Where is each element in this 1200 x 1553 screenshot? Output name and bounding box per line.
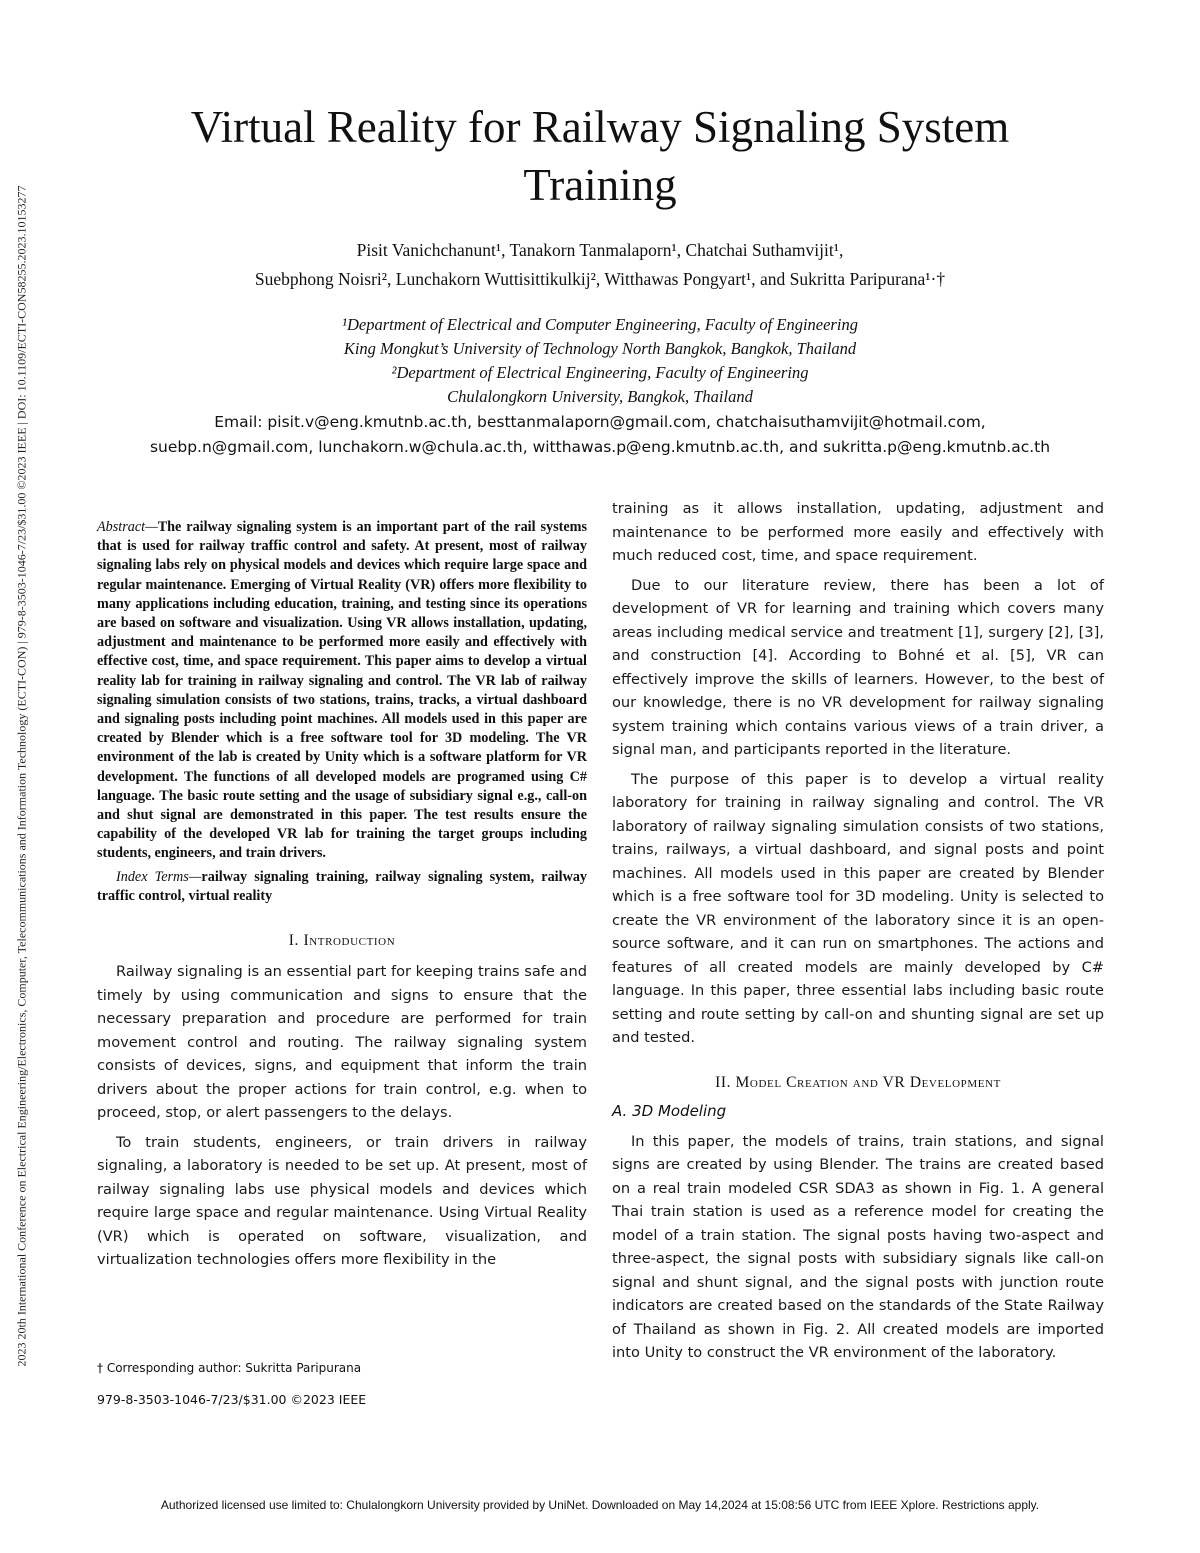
abstract: [97, 518, 587, 864]
author-line-1: Pisit Vanichchanunt¹, Tanakorn Tanmalaporn¹, Chatchai Suthamvijit¹,: [356, 240, 844, 260]
section-heading-introduction: I. Introduction: [288, 932, 396, 950]
license-notice: Authorized licensed use limited to: Chulalongkorn University provided by UniNet. Downloaded on May 14,2024 at 15:08:56 UTC from IEEE Xplore. Restrictions apply.: [160, 1498, 1040, 1512]
paper-title: Virtual Reality for Railway Signaling System Training: [190, 102, 1010, 210]
index-terms-lead: Index Terms—: [116, 868, 202, 885]
intro-paragraph-continued: training as it allows installation, updating, adjustment and maintenance to be performed more easily and effectively with much reduced cost, time, and space requirement.: [612, 500, 1104, 564]
intro-paragraph-1: Railway signaling is an essential part for keeping trains safe and timely by using communication and signs to ensure that the necessary preparation and procedure are performed for train movement control and routing. The railway signaling system consists of devices, signs, and equipment that inform the train drivers about the proper actions for train control, e.g. when to proceed, stop, or alert passengers to the delays.: [97, 963, 587, 1122]
author-list: [100, 236, 1100, 294]
email-line-1: Email: pisit.v@eng.kmutnb.ac.th, besttanmalaporn@gmail.com, chatchaisuthamvijit@hotmail.com,: [214, 413, 986, 431]
affiliation-line-2: King Mongkut’s University of Technology North Bangkok, Bangkok, Thailand: [343, 339, 857, 358]
subsection-heading-3d-modeling: A. 3D Modeling: [612, 1101, 727, 1120]
left-column: [97, 518, 587, 1272]
author-line-2: Suebphong Noisri², Lunchakorn Wuttisittikulkij², Witthawas Pongyart¹, and Sukritta Paripurana¹·†: [254, 269, 946, 289]
copyright-line: 979-8-3503-1046-7/23/$31.00 ©2023 IEEE: [97, 1392, 367, 1407]
email-line-2: suebp.n@gmail.com, lunchakorn.w@chula.ac.th, witthawas.p@eng.kmutnb.ac.th, and sukritta.p@eng.kmutnb.ac.th: [149, 438, 1051, 456]
section-heading-model-creation: II. Model Creation and VR Development: [715, 1073, 1001, 1091]
affiliation-line-3: ²Department of Electrical Engineering, Faculty of Engineering: [391, 363, 809, 382]
modeling-paragraph: In this paper, the models of trains, train stations, and signal signs are created by using Blender. The trains are created based on a real train modeled CSR SDA3 as shown in Fig. 1. A general Thai train station is used as a reference model for creating the model of a train station. The signal posts having two-aspect and three-aspect, the signal posts with subsidiary signals like call-on signal and shunt signal, and the signal posts with junction route indicators are created based on the standards of the State Railway of Thailand as shown in Fig. 2. All created models are imported into Unity to construct the VR environment of the laboratory.: [612, 1132, 1104, 1361]
doi-side-note-text: 2023 20th International Conference on Electrical Engineering/Electronics, Computer, Telecommunications and Information Technology (ECTI-CON) | 979-8-3503-1046-7/23/$31.00 ©2023 IEEE | DOI: 10.1109/ECTI-CON58255.2023.10153277: [14, 185, 29, 1367]
index-terms-text: railway signaling training, railway signaling system, railway traffic control, virtual reality: [97, 868, 588, 904]
index-terms: [97, 868, 587, 906]
intro-paragraph-2: To train students, engineers, or train drivers in railway signaling, a laboratory is needed to be set up. At present, most of railway signaling labs use physical models and devices which require large space and regular maintenance. Using Virtual Reality (VR) which is operated on software, visualization, and virtualization technologies offers more flexibility in the: [97, 1133, 587, 1269]
abstract-lead: Abstract—: [97, 519, 158, 535]
right-column: [612, 497, 1104, 1365]
affiliation-line-4: Chulalongkorn University, Bangkok, Thailand: [447, 387, 753, 406]
affiliations: [100, 313, 1100, 409]
intro-paragraph-3: Due to our literature review, there has been a lot of development of VR for learning and training which covers many areas including medical service and treatment [1], surgery [2], [3], and construction [4]. According to Bohné et al. [5], VR can effectively improve the skills of learners. However, to the best of our knowledge, there is no VR development for railway signaling system training which contains various views of a train driver, a signal man, and participants reported in the literature.: [612, 576, 1104, 758]
abstract-text: The railway signaling system is an important part of the rail systems that is used for railway traffic control and safety. At present, most of railway signaling labs rely on physical models and devices which require large space and regular maintenance. Emerging of Virtual Reality (VR) offers more flexibility to many applications including education, training, and testing since its operations are based on software and visualization. Using VR allows installation, updating, adjustment and maintenance to be performed more easily and effectively with effective cost, time, and space requirement. This paper aims to develop a virtual reality lab for training in railway signaling and control. The VR lab of railway signaling simulation consists of two stations, trains, tracks, a virtual dashboard and signaling posts including point machines. All models used in this paper are created by Blender which is a free software tool for 3D modeling. The VR environment of the lab is created by Unity which is a software platform for VR development. The functions of all developed models are programed using C# language. The basic route setting and the usage of subsidiary signal e.g., call-on and shut signal are demonstrated in this paper. The test results ensure the capability of the developed VR lab for training the target groups including students, engineers, and train drivers.: [97, 519, 587, 862]
footnote: † Corresponding author: Sukritta Paripurana: [97, 1361, 362, 1375]
email-list: [60, 410, 1140, 460]
affiliation-line-1: ¹Department of Electrical and Computer Engineering, Faculty of Engineering: [342, 315, 858, 334]
doi-side-note: [0, 0, 44, 1553]
intro-paragraph-4: The purpose of this paper is to develop a virtual reality laboratory for training in railway signaling and control. The VR laboratory of railway signaling simulation consists of two stations, trains, railways, a virtual dashboard, and signal posts and point machines. All models used in this paper are created by Blender which is a free software tool for 3D modeling. Unity is selected to create the VR environment of the laboratory since it is an open-source software, and it can run on smartphones. The actions and features of all created models are mainly developed by C# language. In this paper, three essential labs including basic route setting and route setting by call-on and shunting signal are set up and tested.: [612, 770, 1104, 1046]
